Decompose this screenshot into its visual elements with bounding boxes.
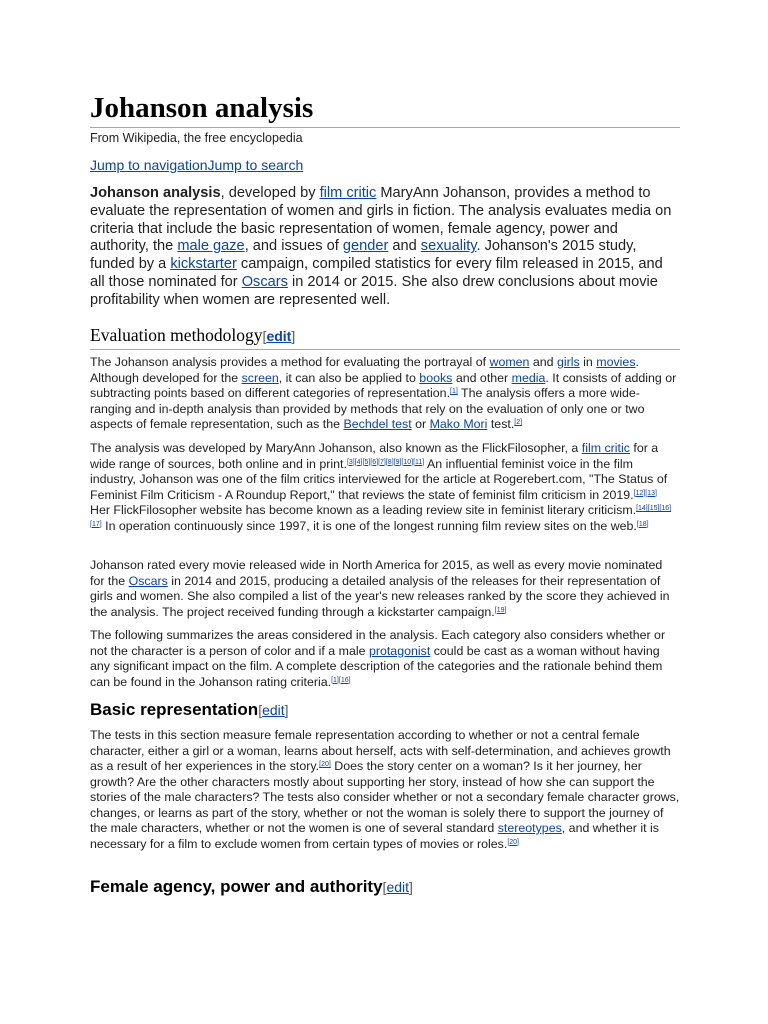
- para-text: could be cast as a woman without having any significant impact on the film. A complete description of the categories and the rationale behind them can be found in the Johanson rating criteria.: [90, 643, 663, 689]
- citation: [507, 839, 519, 846]
- heading-text: Evaluation methodology: [90, 325, 263, 345]
- lead-text: and: [388, 238, 421, 255]
- citation-link[interactable]: [18]: [636, 520, 649, 528]
- site-tagline: From Wikipedia, the free encyclopedia: [90, 131, 303, 145]
- para-text: The analysis offers a more wide-ranging and in-depth analysis than provided by methods that rely on the evaluation of only one or two aspects of female representation, such as the: [90, 386, 645, 431]
- citation: [495, 607, 507, 614]
- lead-text: , and issues of: [244, 238, 343, 255]
- link-protagonist[interactable]: protagonist: [368, 643, 431, 658]
- jump-to-navigation-link[interactable]: Jump to navigation: [90, 157, 208, 173]
- link-mako-mori[interactable]: Mako Mori: [429, 417, 488, 431]
- heading-evaluation-methodology: [90, 324, 680, 350]
- link-women[interactable]: women: [489, 355, 530, 369]
- para-text: in: [579, 355, 597, 369]
- link-stereotypes[interactable]: stereotypes: [497, 821, 562, 835]
- para-text: In operation continuously since 1997, it is one of the longest running film review sites on the web.: [101, 518, 637, 533]
- para-text: for a wide range of sources, both online and in print.: [90, 441, 659, 471]
- edit-section: [edit]: [258, 702, 289, 718]
- edit-basic-representation-link[interactable]: edit: [262, 702, 285, 718]
- lead-text: MaryAnn Johanson, provides a method to evaluate the representation of women and girls in fiction. The analysis evaluates media on criteria that include the basic representation of women, female agency, power and authority, the: [90, 185, 672, 255]
- para-text: , and whether it is necessary for a film to exclude women from certain types of movies or roles.: [90, 821, 659, 851]
- para-text: . Although developed for the: [90, 355, 639, 385]
- heading-text: Basic representation: [90, 700, 259, 719]
- evaluation-paragraph-2: [90, 441, 680, 534]
- link-media[interactable]: media: [511, 370, 546, 385]
- citation-link[interactable]: [20]: [319, 761, 331, 768]
- citation: [319, 761, 331, 768]
- jump-to-search-link[interactable]: Jump to search: [207, 157, 304, 173]
- heading-text: Female agency, power and authority: [90, 877, 383, 896]
- edit-evaluation-link[interactable]: edit: [266, 328, 292, 344]
- link-film-critic[interactable]: film critic: [319, 185, 377, 201]
- citation: [514, 419, 522, 426]
- link-kickstarter[interactable]: kickstarter: [170, 256, 237, 273]
- para-text: The following summarizes the areas considered in the analysis. Each category also considers whether or not the character is a person of color and if a male: [90, 628, 666, 658]
- citation-link[interactable]: [19]: [494, 606, 507, 614]
- edit-section: [edit]: [262, 328, 296, 344]
- edit-section: [edit]: [382, 879, 413, 895]
- link-girls[interactable]: girls: [557, 355, 580, 369]
- heading-female-agency: [90, 876, 413, 898]
- citation-link[interactable]: [20]: [507, 838, 520, 846]
- para-text: The analysis was developed by MaryAnn Johanson, also known as the FlickFilosopher, a: [90, 441, 582, 455]
- citation: [331, 677, 350, 684]
- link-oscars[interactable]: Oscars: [241, 273, 288, 290]
- citation-link[interactable]: [1]: [450, 388, 458, 395]
- citation-link[interactable]: [3][4][5][6][7][8][9][10][11]: [346, 458, 425, 466]
- evaluation-paragraph-4: [90, 628, 680, 690]
- link-books[interactable]: books: [419, 370, 453, 385]
- link-movies[interactable]: movies: [596, 355, 636, 369]
- citation: [347, 459, 424, 466]
- citation-link[interactable]: [2]: [514, 419, 523, 426]
- link-oscars-2[interactable]: Oscars: [128, 573, 168, 588]
- para-text: Her FlickFilosopher website has become known as a leading review site in feminist literary criticism.: [90, 503, 637, 517]
- citation-link[interactable]: [1][16]: [331, 676, 351, 684]
- citation: [450, 388, 458, 395]
- edit-female-agency-link[interactable]: edit: [386, 879, 410, 895]
- para-text: test.: [487, 417, 515, 431]
- citation: [637, 521, 649, 528]
- lead-paragraph: [90, 185, 680, 310]
- para-text: or: [411, 417, 430, 431]
- citation: [634, 490, 657, 497]
- link-screen[interactable]: screen: [241, 370, 279, 385]
- link-male-gaze[interactable]: male gaze: [177, 238, 245, 255]
- para-text: The tests in this section measure female representation according to whether or not a central female character, either a girl or a woman, learns about herself, acts with self-determination, and achieves growth as a result of her experiences in the story.: [90, 728, 671, 773]
- lead-text: in 2014 or 2015. She also drew conclusions about movie profitability when women are represented well.: [90, 273, 658, 308]
- lead-text: campaign, compiled statistics for every film released in 2015, and all those nominated for: [90, 256, 663, 290]
- citation-link[interactable]: [14][15][16][17]: [90, 505, 672, 528]
- link-sexuality[interactable]: sexuality: [420, 238, 477, 255]
- heading-basic-representation: [90, 699, 289, 721]
- citation-link[interactable]: [12][13]: [633, 489, 657, 497]
- link-gender[interactable]: gender: [342, 238, 389, 255]
- evaluation-paragraph-1: [90, 355, 680, 433]
- para-text: and other: [452, 370, 512, 385]
- link-bechdel-test[interactable]: Bechdel test: [343, 417, 412, 431]
- lead-text: , developed by: [220, 185, 320, 201]
- para-text: Does the story center on a woman? Is it her journey, her growth? Are the other characters mostly about supporting her story, instead of how she can support the stories of the male characters? The tests also consider whether or not a secondary female character grows, changes, or learns as part of the story, whether or not the woman is solely there to support the journey of the male characters, whether or not the women is one of several standard: [90, 759, 680, 835]
- jump-links: [90, 157, 303, 173]
- para-text: The Johanson analysis provides a method for evaluating the portrayal of: [90, 355, 490, 369]
- para-text: , it can also be applied to: [278, 370, 420, 385]
- link-film-critic-2[interactable]: film critic: [581, 441, 630, 455]
- page-title: Johanson analysis: [90, 90, 680, 128]
- para-text: in 2014 and 2015, producing a detailed analysis of the releases for their representation of girls and women. She also compiled a list of the year's new releases ranked by the score they achieved in the analysis. The project received funding through a kickstarter campaign.: [90, 573, 670, 619]
- para-text: . It consists of adding or subtracting points based on different categories of representation.: [90, 370, 677, 400]
- basic-paragraph-1: [90, 728, 680, 852]
- para-text: and: [529, 355, 558, 369]
- lead-bold-term: Johanson analysis: [90, 185, 221, 201]
- evaluation-paragraph-3: [90, 558, 680, 620]
- para-text: Johanson rated every movie released wide in North America for 2015, as well as every movie nominated for the: [90, 558, 663, 588]
- para-text: An influential feminist voice in the film industry, Johanson was one of the film critics interviewed for the article at Rogerebert.com, "The Status of Feminist Film Criticism - A Roundup Report," that reviews the state of feminist film criticism in 2019.: [90, 456, 668, 502]
- lead-text: . Johanson's 2015 study, funded by a: [90, 238, 637, 273]
